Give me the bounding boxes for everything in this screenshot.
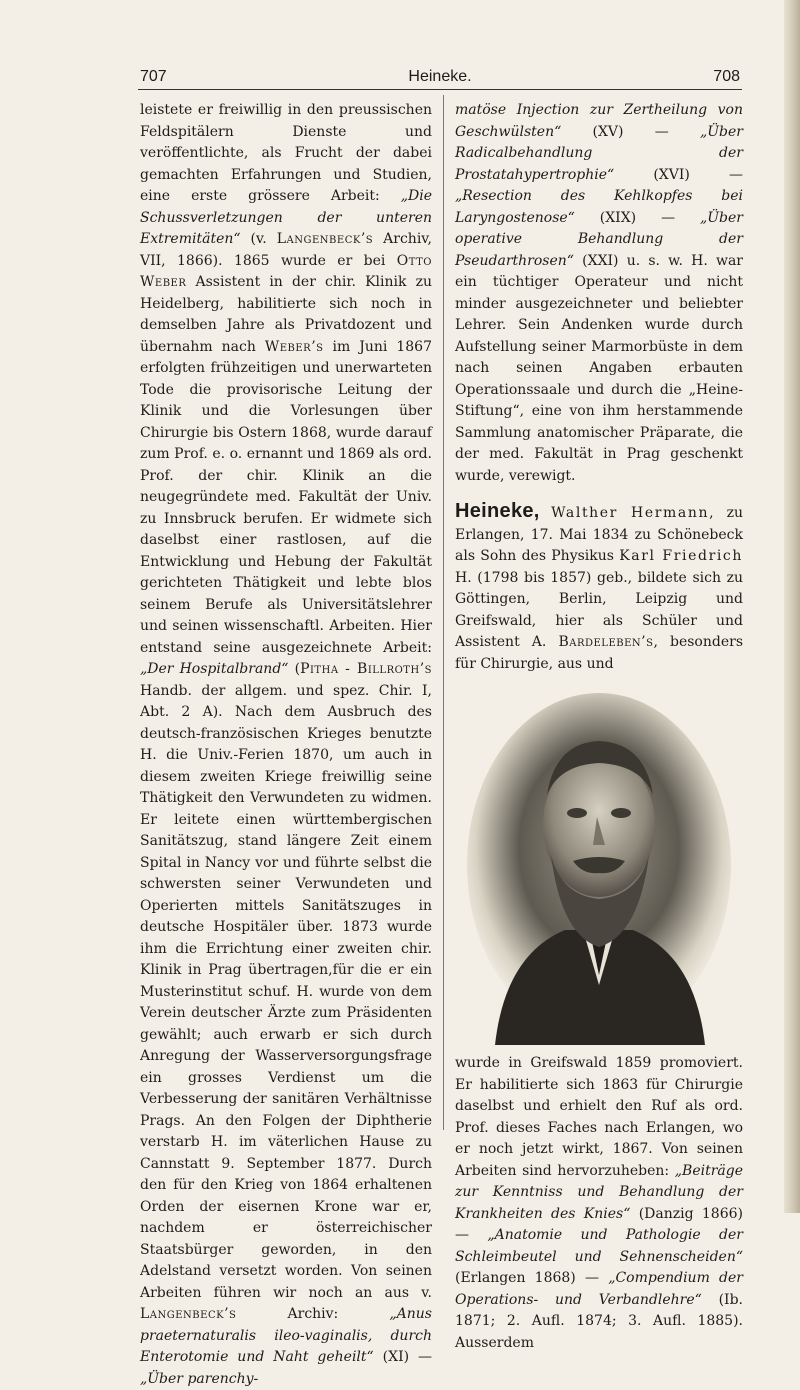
- page-edge: [784, 0, 800, 1213]
- right-column-text-top: matöse Injection zur Zertheilung von Geschwülsten“ (XV) — „Über Radicalbehandlung der Prostatahypertrophie“ (XVI) — „Resection des Kehlkopfes bei Laryngostenose“ (XIX) — „Über operative Behandlung der Pseudarthrosen“ (XXI) u. s. w. H. war ein tüchtiger Operateur und nicht minder ausgezeichneter und beliebter Lehrer. Sein Andenken wurde durch Aufstellung seiner Marmorbüste in dem nach seinen Angaben erbauten Operationssaale und durch die „Heine-Stiftung“, eine von ihm herstammende Sammlung anatomischer Präparate, die der med. Fakultät in Prag geschenkt wurde, verewigt.: [455, 102, 743, 484]
- running-title: Heineke.: [408, 68, 472, 85]
- right-column-text-bottom: wurde in Greifswald 1859 promoviert. Er habilitierte sich 1863 für Chirurgie daselbst und erhielt den Ruf als ord. Prof. dieses Faches nach Erlangen, wo er noch jetzt wirkt, 1867. Von seinen Arbeiten sind hervorzuheben: „Beiträge zur Kenntniss und Behandlung der Krankheiten des Knies“ (Danzig 1866) — „Anatomie und Pathologie der Schleimbeutel und Sehnenscheiden“ (Erlangen 1868) — „Compendium der Operations- und Verbandlehre“ (Ib. 1871; 2. Aufl. 1874; 3. Aufl. 1885). Ausserdem: [455, 1055, 743, 1351]
- page-number-right: 708: [713, 68, 740, 85]
- page-number-left: 707: [140, 68, 167, 85]
- entry-heineke: Heineke, Walther Hermann, zu Erlangen, 17. Mai 1834 zu Schönebeck als Sohn des Physikus Karl Friedrich H. (1798 bis 1857) geb., bildete sich zu Göttingen, Berlin, Leipzig und Greifswald, hier als Schüler und Assistent A. Bardeleben’s, besonders für Chirurgie, aus und: [455, 500, 744, 672]
- right-column: [455, 100, 743, 1354]
- left-column: [140, 100, 432, 1390]
- left-column-text: leistete er freiwillig in den preussischen Feldspitälern Dienste und veröffentlichte, als Frucht der dabei gemachten Erfahrungen und Studien, eine erste grössere Arbeit: „Die Schussverletzungen der unteren Extremitäten“ (v. Langenbeck’s Archiv, VII, 1866). 1865 wurde er bei Otto Weber Assistent in der chir. Klinik zu Heidelberg, habilitierte sich noch in demselben Jahre als Privatdozent und übernahm nach Weber’s im Juni 1867 erfolgten frühzeitigen und unerwarteten Tode die provisorische Leitung der Klinik und die Vorlesungen über Chirurgie bis Ostern 1868, wurde darauf zum Prof. e. o. ernannt und 1869 als ord. Prof. der chir. Klinik an die neugegründete med. Fakultät der Univ. zu Innsbruck berufen. Er widmete sich daselbst einer rastlosen, auf die Entwicklung und Hebung der Fakultät gerichteten Thätigkeit und lebte blos seinem Berufe als Universitätslehrer und seinen wissenschaftl. Arbeiten. Hier entstand seine ausgezeichnete Arbeit: „Der Hospitalbrand“ (Pitha - Billroth’s Handb. der allgem. und spez. Chir. I, Abt. 2 A). Nach dem Ausbruch des deutsch-französischen Krieges benutzte H. die Univ.-Ferien 1870, um auch in diesem zweiten Kriege freiwillig seine Thätigkeit den Verwundeten zu widmen. Er leitete einen württembergischen Sanitätszug, stand längere Zeit einem Spital in Nancy vor und führte selbst die schwersten seiner Verwundeten und Operierten mittels Sanitätszuges in deutsche Hospitäler über. 1873 wurde ihm die Errichtung einer zweiten chir. Klinik in Prag übertragen,für die er ein Musterinstitut schuf. H. wurde von dem Verein deutscher Ärzte zum Präsidenten gewählt; auch erwarb er sich durch Anregung der Wasserversorgungsfrage ein grosses Verdienst um die Verbesserung der sanitären Verhältnisse Prags. An den Folgen der Diphtherie verstarb H. im väterlichen Hause zu Cannstatt 9. September 1877. Durch den für den Krieg von 1864 erhaltenen Orden der eisernen Krone war er, nachdem er österreichischer Staatsbürger geworden, in den Adelstand versetzt worden. Von seinen Arbeiten führen wir noch an aus v. Langenbeck’s Archiv: „Anus praeternaturalis ileo-vaginalis, durch Enterotomie und Naht geheilt“ (XI) — „Über parenchy-: [140, 102, 432, 1387]
- running-header: [140, 64, 740, 90]
- entry-father: Karl Friedrich: [619, 548, 743, 564]
- portrait-engraving-icon: [455, 685, 743, 1045]
- entry-name: Walther Hermann,: [551, 505, 716, 521]
- entry-headword: Heineke,: [455, 500, 540, 522]
- header-rule: [138, 89, 742, 90]
- entry-teacher: Bardeleben’s: [558, 634, 654, 650]
- column-divider: [443, 95, 444, 1130]
